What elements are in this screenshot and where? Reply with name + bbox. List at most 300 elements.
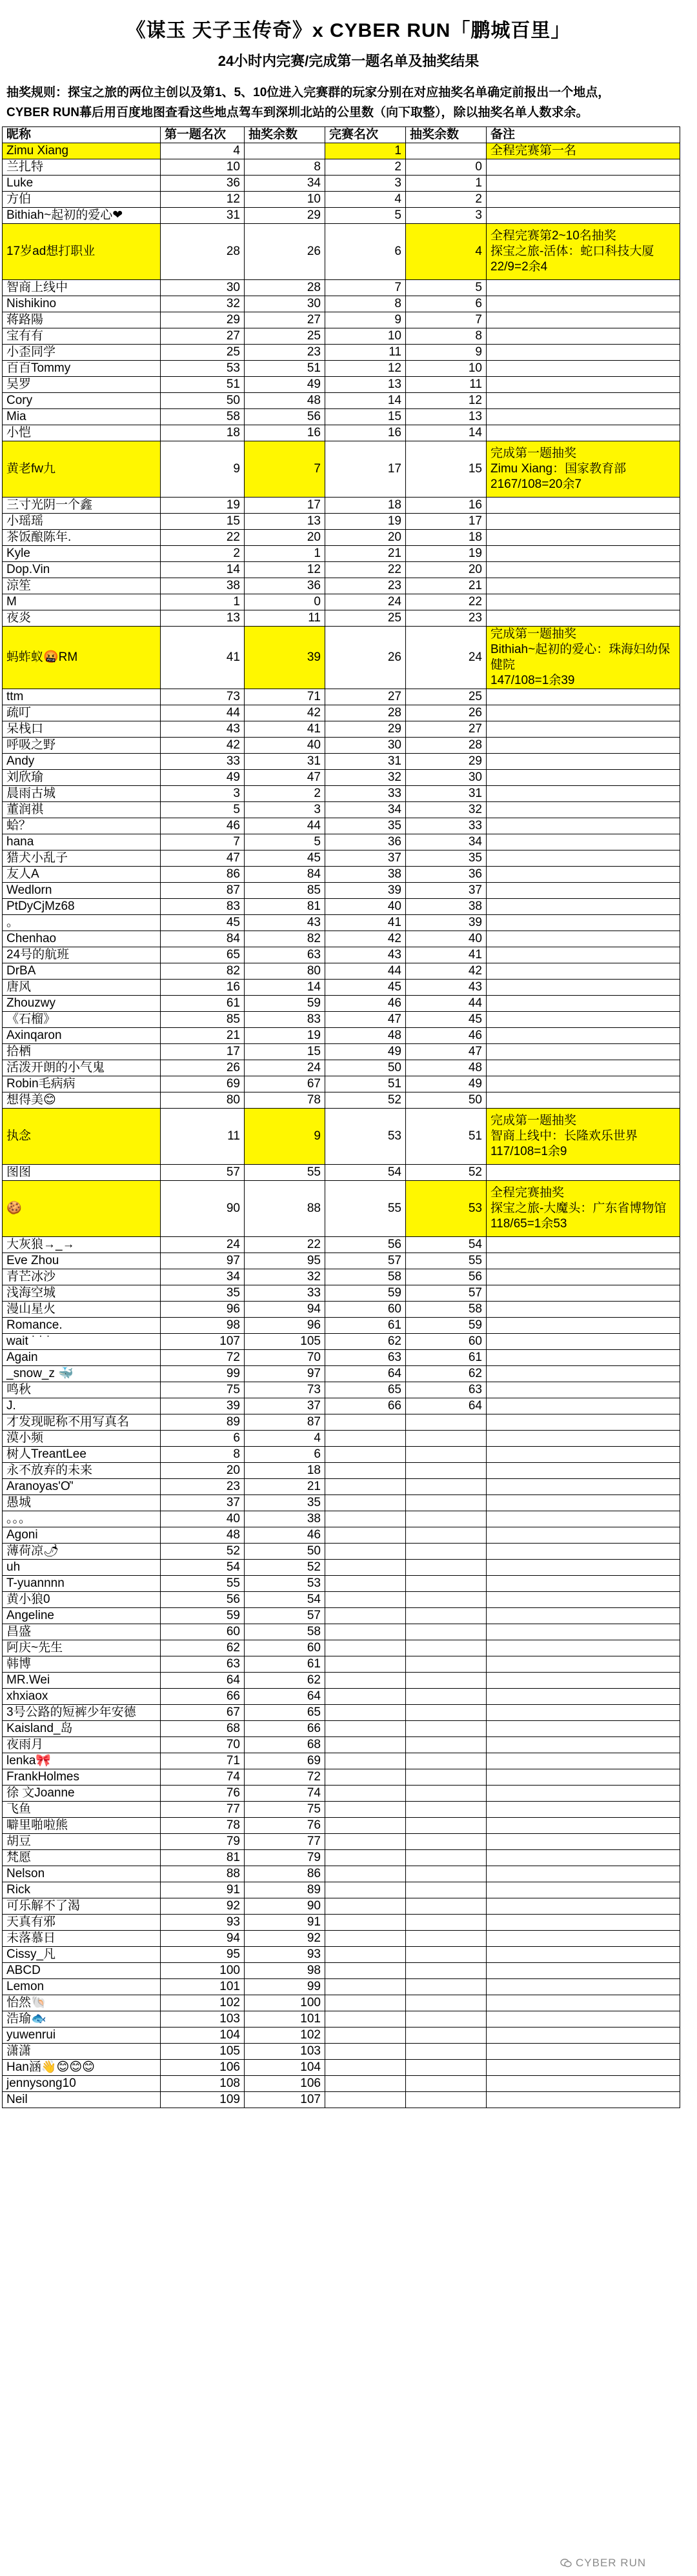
cell-finish-rank: [325, 2076, 406, 2092]
cell-finish-remainder: 24: [406, 627, 487, 689]
table-row: [3, 1511, 680, 1527]
cell-finish-rank: [325, 2060, 406, 2076]
cell-q1-remainder: 2: [245, 786, 325, 802]
cell-finish-rank: 59: [325, 1285, 406, 1302]
cell-note: [487, 1850, 680, 1866]
cell-finish-remainder: [406, 1576, 487, 1592]
table-row: [3, 1753, 680, 1769]
table-row: [3, 1092, 680, 1109]
cell-finish-rank: 37: [325, 850, 406, 867]
cell-note: [487, 1285, 680, 1302]
cell-q1-rank: 18: [161, 425, 245, 441]
cell-finish-rank: 25: [325, 610, 406, 627]
cell-note: [487, 328, 680, 345]
cell-note: [487, 312, 680, 328]
cell-finish-rank: [325, 1753, 406, 1769]
cell-nickname: 昌盛: [3, 1624, 161, 1640]
cell-q1-remainder: 45: [245, 850, 325, 867]
cell-q1-rank: 100: [161, 1963, 245, 1979]
table-row: [3, 1165, 680, 1181]
cell-nickname: 拾栖: [3, 1044, 161, 1060]
note-line: 完成第一题抽奖: [490, 627, 577, 641]
cell-q1-remainder: 12: [245, 562, 325, 578]
cell-finish-remainder: 62: [406, 1366, 487, 1382]
cell-note: [487, 1479, 680, 1495]
table-row: [3, 1834, 680, 1850]
table-row: [3, 770, 680, 786]
cell-finish-rank: [325, 1673, 406, 1689]
cell-note: [487, 530, 680, 546]
table-row: [3, 627, 680, 689]
cell-nickname: Agoni: [3, 1527, 161, 1544]
cell-q1-remainder: 33: [245, 1285, 325, 1302]
cell-finish-remainder: 42: [406, 963, 487, 980]
cell-q1-rank: 48: [161, 1527, 245, 1544]
cell-note: [487, 1898, 680, 1915]
cell-finish-rank: [325, 1560, 406, 1576]
cell-nickname: 🍪: [3, 1181, 161, 1237]
cell-finish-rank: 14: [325, 393, 406, 409]
table-row: [3, 1915, 680, 1931]
table-row: [3, 562, 680, 578]
cell-q1-rank: 98: [161, 1318, 245, 1334]
cell-q1-remainder: 72: [245, 1769, 325, 1786]
cell-finish-rank: [325, 1414, 406, 1431]
cell-q1-remainder: 97: [245, 1366, 325, 1382]
cell-nickname: Neil: [3, 2092, 161, 2108]
table-row: [3, 143, 680, 159]
cell-finish-remainder: [406, 1640, 487, 1656]
cell-q1-rank: 81: [161, 1850, 245, 1866]
cell-finish-rank: [325, 2044, 406, 2060]
cell-q1-remainder: 93: [245, 1947, 325, 1963]
cell-q1-rank: 39: [161, 1398, 245, 1414]
table-row: [3, 1979, 680, 1995]
cell-note: [487, 1398, 680, 1414]
cell-nickname: 噼里啪啦熊: [3, 1818, 161, 1834]
cell-q1-rank: 36: [161, 176, 245, 192]
cell-q1-rank: 102: [161, 1995, 245, 2011]
document-subtitle: 24小时内完赛/完成第一题名单及抽奖结果: [217, 53, 480, 69]
cell-q1-rank: 1: [161, 594, 245, 610]
cell-q1-rank: 64: [161, 1673, 245, 1689]
cell-finish-rank: 6: [325, 224, 406, 280]
table-row: [3, 159, 680, 176]
cell-q1-remainder: 61: [245, 1656, 325, 1673]
cell-q1-rank: 60: [161, 1624, 245, 1640]
cell-finish-rank: [325, 1608, 406, 1624]
cell-finish-remainder: 55: [406, 1253, 487, 1269]
cell-finish-remainder: [406, 1963, 487, 1979]
cell-note: [487, 802, 680, 818]
cell-finish-remainder: [406, 1447, 487, 1463]
cell-nickname: 黄老fw九: [3, 441, 161, 498]
cell-nickname: 小恺: [3, 425, 161, 441]
table-row: [3, 1608, 680, 1624]
cell-finish-rank: [325, 1834, 406, 1850]
cell-finish-rank: 57: [325, 1253, 406, 1269]
cell-nickname: 小歪同学: [3, 345, 161, 361]
cell-q1-rank: 50: [161, 393, 245, 409]
cell-finish-rank: 15: [325, 409, 406, 425]
cell-nickname: 吴罗: [3, 377, 161, 393]
cell-finish-rank: 55: [325, 1181, 406, 1237]
cell-nickname: Axinqaron: [3, 1028, 161, 1044]
table-row: [3, 1398, 680, 1414]
cell-q1-rank: 13: [161, 610, 245, 627]
cell-note: [487, 1689, 680, 1705]
table-row: [3, 610, 680, 627]
cell-q1-remainder: 82: [245, 931, 325, 947]
cell-finish-rank: 61: [325, 1318, 406, 1334]
cell-finish-remainder: [406, 1979, 487, 1995]
table-row: [3, 546, 680, 562]
cell-q1-remainder: 63: [245, 947, 325, 963]
cell-q1-rank: 79: [161, 1834, 245, 1850]
cell-finish-rank: 19: [325, 514, 406, 530]
table-row: [3, 1931, 680, 1947]
cell-finish-rank: [325, 1495, 406, 1511]
cell-finish-rank: 56: [325, 1237, 406, 1253]
cell-nickname: xhxiaox: [3, 1689, 161, 1705]
header-q1-remainder: 抽奖余数: [245, 127, 325, 143]
cell-finish-remainder: 7: [406, 312, 487, 328]
cell-finish-rank: 46: [325, 996, 406, 1012]
cell-note: [487, 1624, 680, 1640]
cell-finish-rank: 24: [325, 594, 406, 610]
cell-nickname: 未落慕日: [3, 1931, 161, 1947]
cell-q1-rank: 65: [161, 947, 245, 963]
header-finish-rank: 完赛名次: [325, 127, 406, 143]
note-line: 全程完赛第2~10名抽奖: [490, 229, 616, 243]
cell-finish-rank: [325, 1624, 406, 1640]
cell-nickname: 浅海空城: [3, 1285, 161, 1302]
cell-nickname: Cissy_凡: [3, 1947, 161, 1963]
table-row: [3, 2076, 680, 2092]
cell-note: [487, 1012, 680, 1028]
cell-q1-remainder: 35: [245, 1495, 325, 1511]
table-row: [3, 1181, 680, 1237]
cell-finish-rank: 52: [325, 1092, 406, 1109]
cell-finish-remainder: 54: [406, 1237, 487, 1253]
cell-q1-rank: 101: [161, 1979, 245, 1995]
cell-note: [487, 2092, 680, 2108]
table-row: [3, 963, 680, 980]
cell-finish-rank: 38: [325, 867, 406, 883]
table-row: [3, 514, 680, 530]
cell-finish-rank: 7: [325, 280, 406, 296]
cell-nickname: 胡豆: [3, 1834, 161, 1850]
cell-q1-remainder: 55: [245, 1165, 325, 1181]
table-row: [3, 996, 680, 1012]
cell-finish-remainder: 3: [406, 208, 487, 224]
cell-nickname: Zimu Xiang: [3, 143, 161, 159]
cell-q1-rank: 17: [161, 1044, 245, 1060]
table-row: [3, 1414, 680, 1431]
cell-q1-remainder: 14: [245, 980, 325, 996]
cell-note: [487, 1802, 680, 1818]
cell-finish-rank: 49: [325, 1044, 406, 1060]
note-line: 完成第一题抽奖: [490, 1114, 577, 1127]
cell-finish-rank: 47: [325, 1012, 406, 1028]
table-row: [3, 1560, 680, 1576]
cell-finish-remainder: [406, 1737, 487, 1753]
note-line: 探宝之旅-大魔头：广东省博物馆: [490, 1202, 667, 1215]
table-row: [3, 883, 680, 899]
cell-nickname: Rick: [3, 1882, 161, 1898]
cell-q1-rank: 103: [161, 2011, 245, 2028]
cell-note: [487, 143, 680, 159]
cell-note: [487, 1495, 680, 1511]
cell-finish-remainder: 6: [406, 296, 487, 312]
table-row: [3, 1495, 680, 1511]
cell-q1-rank: 105: [161, 2044, 245, 2060]
cell-finish-remainder: [406, 1769, 487, 1786]
cell-q1-remainder: 74: [245, 1786, 325, 1802]
cell-q1-remainder: 10: [245, 192, 325, 208]
cell-q1-remainder: 101: [245, 2011, 325, 2028]
cell-q1-rank: 7: [161, 834, 245, 850]
cell-nickname: 猎犬小乱子: [3, 850, 161, 867]
cell-q1-rank: 16: [161, 980, 245, 996]
cell-nickname: Aranoyas'Ơ': [3, 1479, 161, 1495]
cell-finish-rank: [325, 1786, 406, 1802]
cell-nickname: Lemon: [3, 1979, 161, 1995]
cell-q1-rank: 82: [161, 963, 245, 980]
cell-nickname: 董润祺: [3, 802, 161, 818]
cell-q1-remainder: 73: [245, 1382, 325, 1398]
table-row: [3, 1802, 680, 1818]
cell-finish-remainder: [406, 1624, 487, 1640]
cell-nickname: 兰扎特: [3, 159, 161, 176]
table-row: [3, 1012, 680, 1028]
cell-q1-rank: 42: [161, 738, 245, 754]
cell-finish-remainder: [406, 2092, 487, 2108]
cell-note: [487, 1979, 680, 1995]
cell-q1-rank: 85: [161, 1012, 245, 1028]
table-row: [3, 1366, 680, 1382]
cell-q1-remainder: 98: [245, 1963, 325, 1979]
cell-q1-rank: 29: [161, 312, 245, 328]
cell-finish-rank: [325, 1995, 406, 2011]
cell-q1-rank: 35: [161, 1285, 245, 1302]
cell-note: [487, 361, 680, 377]
cell-finish-rank: [325, 1576, 406, 1592]
cell-q1-rank: 51: [161, 377, 245, 393]
cell-nickname: 蚂蚱蚁🤬RM: [3, 627, 161, 689]
cell-nickname: wait ˙ ˙ ˙: [3, 1334, 161, 1350]
cell-note: [487, 441, 680, 498]
cell-note: [487, 2076, 680, 2092]
cell-finish-remainder: 18: [406, 530, 487, 546]
cell-note: [487, 393, 680, 409]
cell-finish-rank: [325, 1979, 406, 1995]
table-row: [3, 1721, 680, 1737]
cell-note: [487, 377, 680, 393]
cell-q1-rank: 58: [161, 409, 245, 425]
cell-nickname: 阿庆~先生: [3, 1640, 161, 1656]
cell-finish-rank: [325, 1527, 406, 1544]
note-line: 全程完赛第一名: [490, 144, 577, 157]
table-row: [3, 1786, 680, 1802]
cell-q1-remainder: 9: [245, 1109, 325, 1165]
table-row: [3, 1544, 680, 1560]
cell-finish-rank: 11: [325, 345, 406, 361]
cell-finish-rank: 1: [325, 143, 406, 159]
cell-q1-rank: 59: [161, 1608, 245, 1624]
cell-q1-rank: 89: [161, 1414, 245, 1431]
cell-note: [487, 721, 680, 738]
table-row: [3, 1673, 680, 1689]
cell-q1-remainder: 92: [245, 1931, 325, 1947]
table-row: [3, 594, 680, 610]
cell-finish-remainder: [406, 1947, 487, 1963]
cell-q1-rank: 55: [161, 1576, 245, 1592]
cell-finish-remainder: [406, 1802, 487, 1818]
cell-finish-remainder: 20: [406, 562, 487, 578]
cell-note: [487, 1608, 680, 1624]
cell-q1-remainder: 1: [245, 546, 325, 562]
cell-note: [487, 208, 680, 224]
cell-nickname: 3号公路的短裤少年安德: [3, 1705, 161, 1721]
cell-finish-rank: 27: [325, 689, 406, 705]
table-row: [3, 1963, 680, 1979]
cell-q1-rank: 87: [161, 883, 245, 899]
note-line: 探宝之旅-活体：蛇口科技大厦: [490, 245, 654, 258]
cell-q1-remainder: [245, 143, 325, 159]
table-row: [3, 1237, 680, 1253]
table-row: [3, 1028, 680, 1044]
cell-q1-remainder: 70: [245, 1350, 325, 1366]
cell-q1-remainder: 99: [245, 1979, 325, 1995]
table-row: [3, 345, 680, 361]
cell-nickname: DrBA: [3, 963, 161, 980]
cell-q1-rank: 67: [161, 1705, 245, 1721]
cell-q1-remainder: 21: [245, 1479, 325, 1495]
cell-finish-remainder: 28: [406, 738, 487, 754]
cell-note: [487, 627, 680, 689]
cell-finish-rank: [325, 2092, 406, 2108]
table-row: [3, 1109, 680, 1165]
cell-q1-remainder: 59: [245, 996, 325, 1012]
cell-note: [487, 1511, 680, 1527]
cell-q1-remainder: 36: [245, 578, 325, 594]
cell-note: [487, 296, 680, 312]
table-row: [3, 721, 680, 738]
cell-q1-rank: 62: [161, 1640, 245, 1656]
cell-q1-remainder: 26: [245, 224, 325, 280]
cell-q1-rank: 52: [161, 1544, 245, 1560]
cell-note: [487, 899, 680, 915]
note-line: Zimu Xiang：国家教育部: [490, 462, 627, 476]
cell-q1-remainder: 47: [245, 770, 325, 786]
cell-q1-remainder: 41: [245, 721, 325, 738]
cell-note: [487, 2060, 680, 2076]
cell-nickname: 24号的航班: [3, 947, 161, 963]
cell-q1-remainder: 85: [245, 883, 325, 899]
cell-finish-rank: [325, 1866, 406, 1882]
cell-finish-remainder: 61: [406, 1350, 487, 1366]
header-q1-rank: 第一题名次: [161, 127, 245, 143]
cell-finish-rank: [325, 1898, 406, 1915]
cell-q1-rank: 31: [161, 208, 245, 224]
cell-q1-rank: 99: [161, 1366, 245, 1382]
cell-note: [487, 1721, 680, 1737]
table-row: [3, 1769, 680, 1786]
cell-finish-remainder: 38: [406, 899, 487, 915]
cell-nickname: Chenhao: [3, 931, 161, 947]
cell-q1-rank: 68: [161, 1721, 245, 1737]
cell-note: [487, 594, 680, 610]
cell-note: [487, 1253, 680, 1269]
cell-finish-rank: 26: [325, 627, 406, 689]
cell-q1-rank: 41: [161, 627, 245, 689]
cell-finish-rank: 33: [325, 786, 406, 802]
cell-finish-rank: [325, 1882, 406, 1898]
cell-nickname: 愚城: [3, 1495, 161, 1511]
cell-note: [487, 345, 680, 361]
table-row: [3, 1431, 680, 1447]
cell-q1-remainder: 40: [245, 738, 325, 754]
cell-note: [487, 1318, 680, 1334]
cell-nickname: Luke: [3, 176, 161, 192]
cell-nickname: Bithiah~起初的爱心❤: [3, 208, 161, 224]
cell-nickname: 百百Tommy: [3, 361, 161, 377]
cell-finish-remainder: [406, 1705, 487, 1721]
table-row: [3, 2044, 680, 2060]
cell-finish-remainder: 44: [406, 996, 487, 1012]
cell-note: [487, 2044, 680, 2060]
cell-note: [487, 562, 680, 578]
document-title: 《谋玉 天子玉传奇》x CYBER RUN「鹏城百里」: [126, 20, 571, 41]
cell-q1-rank: 37: [161, 1495, 245, 1511]
cell-note: [487, 1834, 680, 1850]
cell-note: [487, 867, 680, 883]
table-row: [3, 530, 680, 546]
cell-nickname: uh: [3, 1560, 161, 1576]
cell-finish-rank: 29: [325, 721, 406, 738]
cell-finish-remainder: 59: [406, 1318, 487, 1334]
cell-nickname: 夜炎: [3, 610, 161, 627]
cell-nickname: 茶饭酿陈年.: [3, 530, 161, 546]
cell-q1-rank: 9: [161, 441, 245, 498]
cell-nickname: 唐风: [3, 980, 161, 996]
cell-q1-remainder: 46: [245, 1527, 325, 1544]
header-finish-remainder: 抽奖余数: [406, 127, 487, 143]
cell-nickname: Han涵👋😊😊😊: [3, 2060, 161, 2076]
cell-q1-rank: 80: [161, 1092, 245, 1109]
note-line: Bithiah~起初的爱心：珠海妇幼保健院: [490, 643, 671, 672]
cell-note: [487, 1350, 680, 1366]
cell-q1-rank: 74: [161, 1769, 245, 1786]
cell-finish-remainder: 64: [406, 1398, 487, 1414]
cell-finish-remainder: 13: [406, 409, 487, 425]
cell-note: [487, 1753, 680, 1769]
cell-q1-remainder: 37: [245, 1398, 325, 1414]
cell-finish-rank: [325, 1544, 406, 1560]
cell-nickname: 树人TreantLee: [3, 1447, 161, 1463]
cell-q1-remainder: 83: [245, 1012, 325, 1028]
cell-q1-rank: 61: [161, 996, 245, 1012]
cell-note: [487, 947, 680, 963]
cell-finish-remainder: 51: [406, 1109, 487, 1165]
table-row: [3, 312, 680, 328]
table-row: [3, 1624, 680, 1640]
cell-finish-rank: [325, 2011, 406, 2028]
cell-finish-rank: 40: [325, 899, 406, 915]
cell-note: [487, 931, 680, 947]
cell-finish-rank: 66: [325, 1398, 406, 1414]
